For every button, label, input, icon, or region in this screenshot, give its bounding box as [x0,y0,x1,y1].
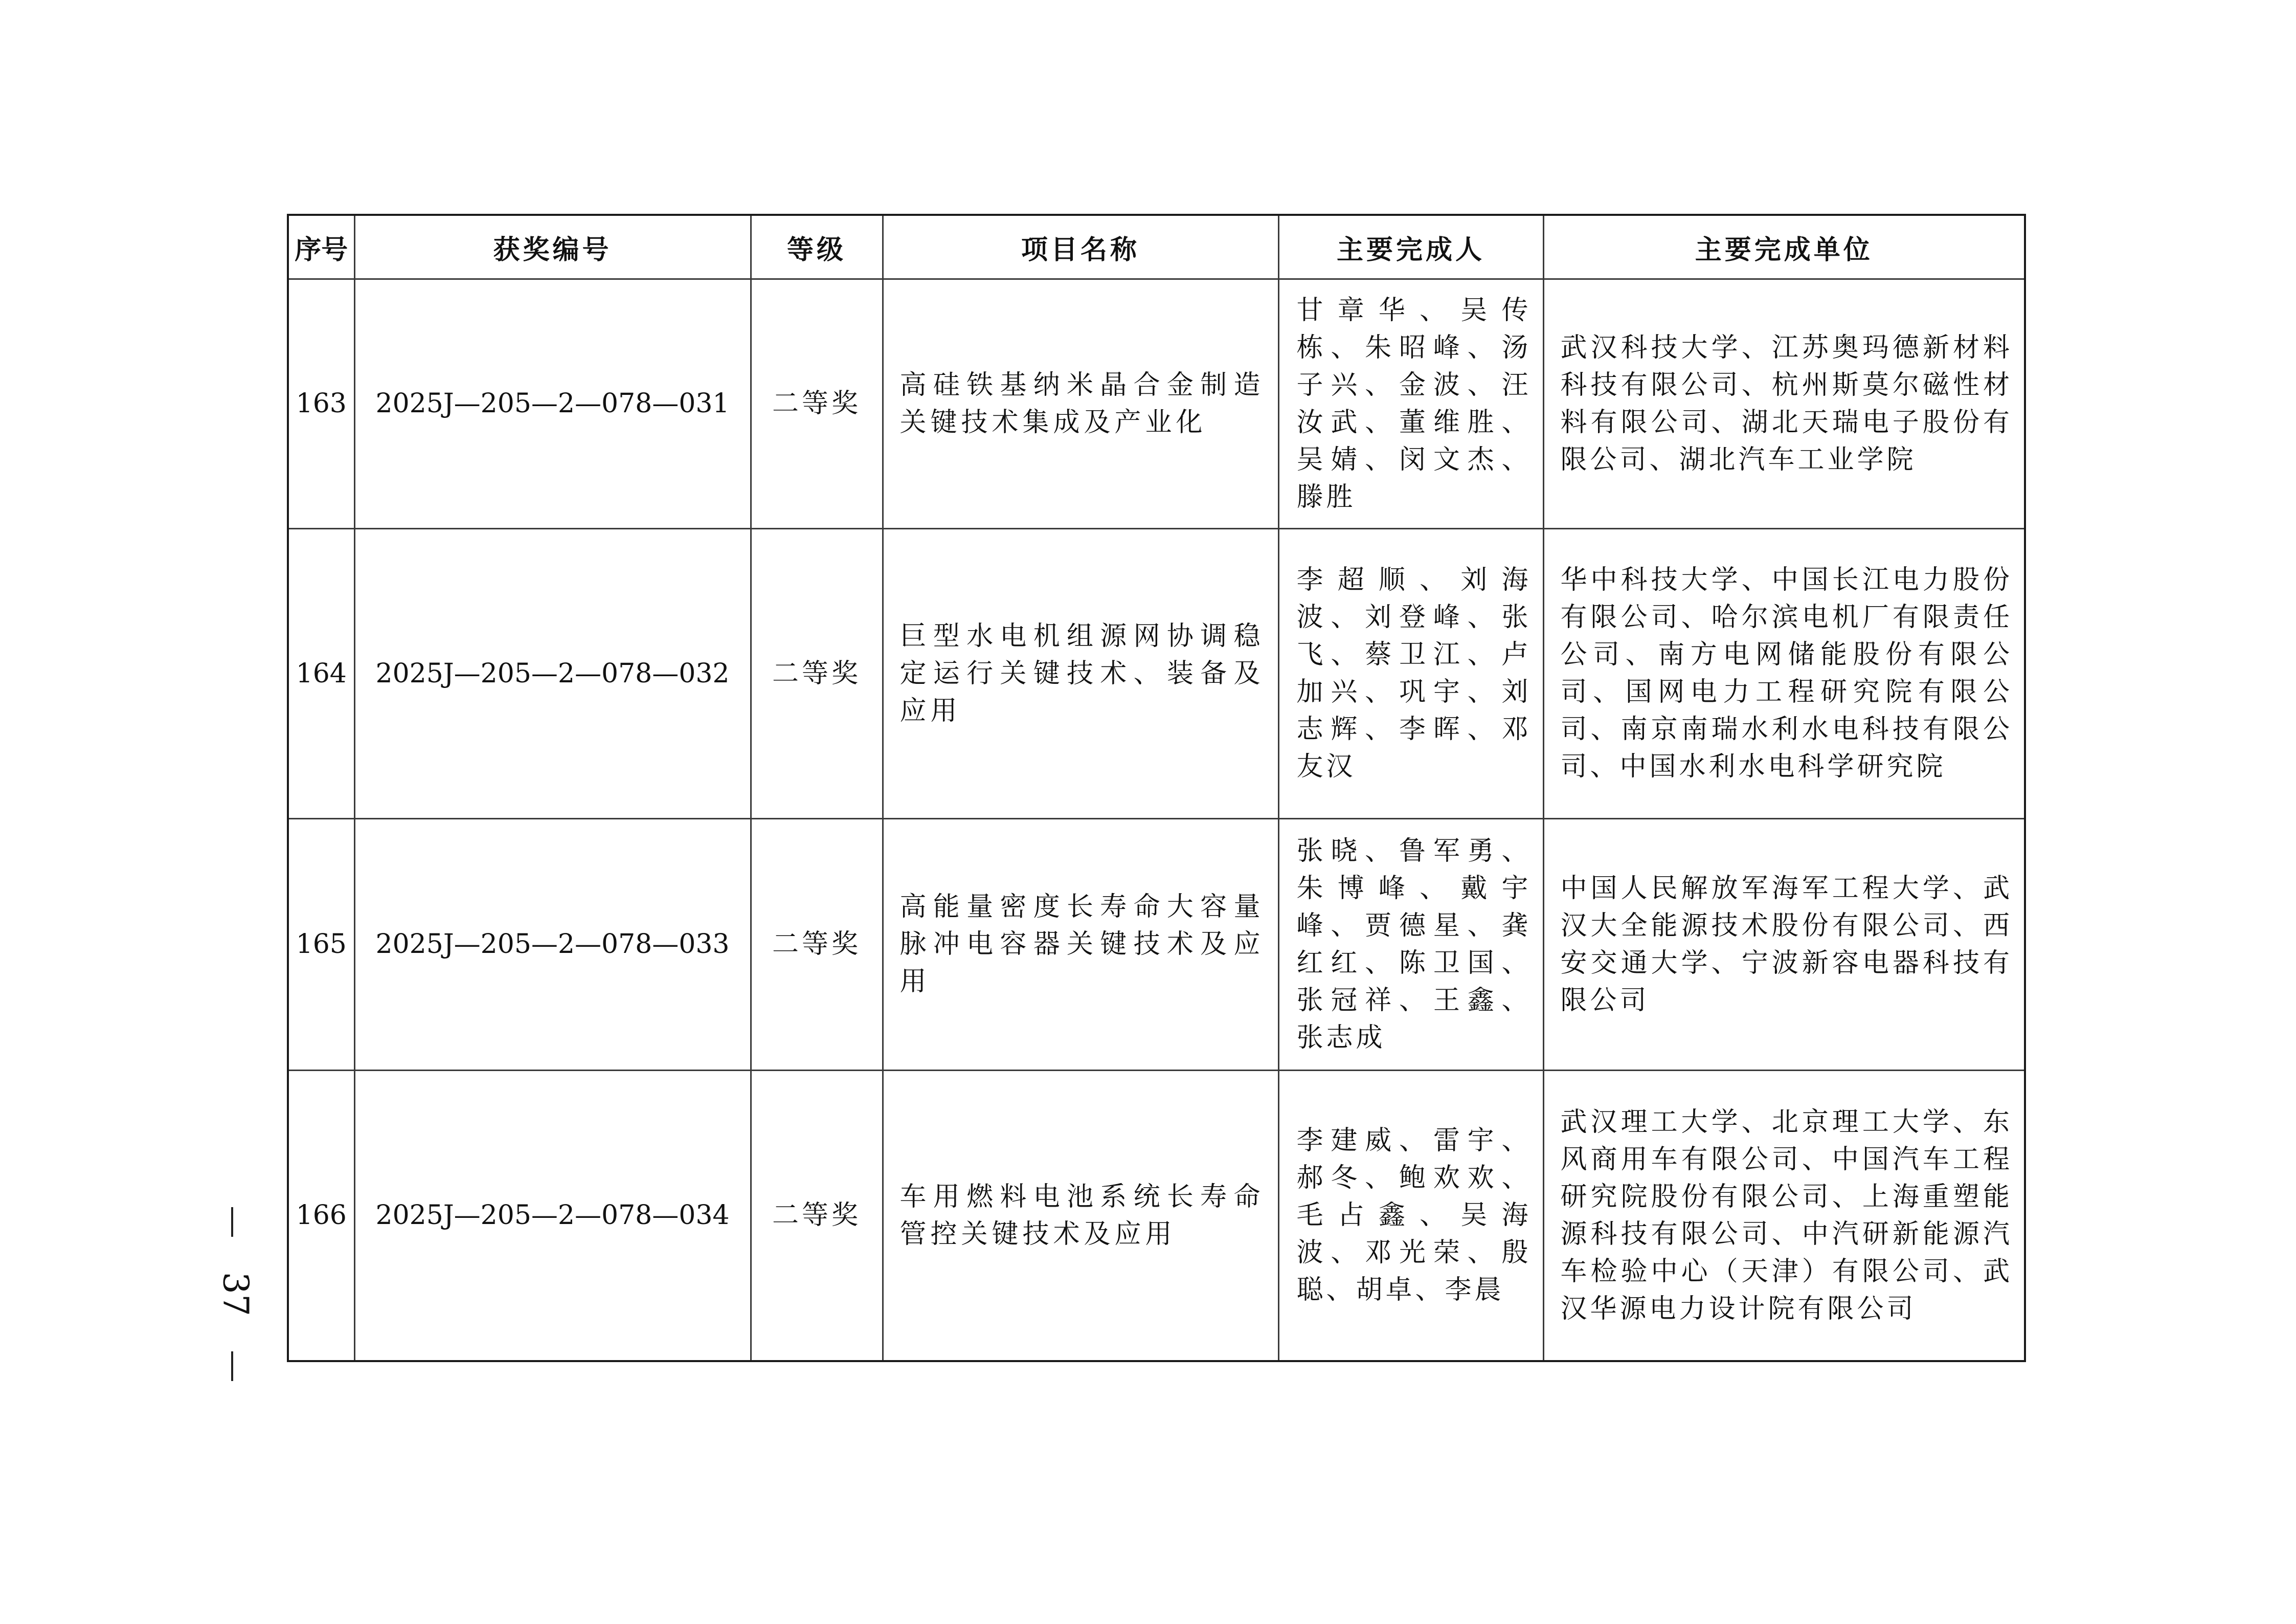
cell-award-code: 2025J—205—2—078—032 [354,529,751,819]
cell-index: 165 [288,819,354,1071]
cell-main-units: 华中科技大学、中国长江电力股份有限公司、哈尔滨电机厂有限责任公司、南方电网储能股份有限公司、国网电力工程研究院有限公司、南京南瑞水利水电科技有限公司、中国水利水电科学研究院 [1543,529,2025,819]
cell-award-code: 2025J—205—2—078—033 [354,819,751,1071]
page-number-dash-top [231,1207,233,1237]
cell-main-contributors: 张晓、鲁军勇、朱博峰、戴宇峰、贾德星、龚红红、陈卫国、张冠祥、王鑫、张志成 [1278,819,1543,1071]
cell-level: 二等奖 [751,529,883,819]
cell-award-code: 2025J—205—2—078—034 [354,1071,751,1362]
cell-index: 166 [288,1071,354,1362]
header-main-contributors: 主要完成人 [1278,215,1543,279]
cell-main-contributors: 李建威、雷宇、郝冬、鲍欢欢、毛占鑫、吴海波、邓光荣、殷聪、胡卓、李晨 [1278,1071,1543,1362]
awards-table [287,214,2026,1362]
cell-main-units: 中国人民解放军海军工程大学、武汉大全能源技术股份有限公司、西安交通大学、宁波新容电器科技有限公司 [1543,819,2025,1071]
page-number-dash-bottom [231,1351,233,1381]
cell-award-code: 2025J—205—2—078—031 [354,279,751,529]
header-project-name: 项目名称 [883,215,1278,279]
table-row [288,279,2025,529]
table-body [288,279,2025,1362]
cell-main-contributors: 李超顺、刘海波、刘登峰、张飞、蔡卫江、卢加兴、巩宇、刘志辉、李晖、邓友汉 [1278,529,1543,819]
page-number [184,1207,286,1381]
table-row [288,819,2025,1071]
cell-main-units: 武汉理工大学、北京理工大学、东风商用车有限公司、中国汽车工程研究院股份有限公司、上海重塑能源科技有限公司、中汽研新能源汽车检验中心（天津）有限公司、武汉华源电力设计院有限公司 [1543,1071,2025,1362]
cell-project-name: 高能量密度长寿命大容量脉冲电容器关键技术及应用 [883,819,1278,1071]
cell-project-name: 高硅铁基纳米晶合金制造关键技术集成及产业化 [883,279,1278,529]
cell-level: 二等奖 [751,279,883,529]
page-number-text: 37 [215,1272,256,1317]
cell-level: 二等奖 [751,819,883,1071]
header-award-code: 获奖编号 [354,215,751,279]
cell-index: 163 [288,279,354,529]
cell-project-name: 车用燃料电池系统长寿命管控关键技术及应用 [883,1071,1278,1362]
header-level: 等级 [751,215,883,279]
header-row [288,215,2025,279]
header-main-units: 主要完成单位 [1543,215,2025,279]
cell-project-name: 巨型水电机组源网协调稳定运行关键技术、装备及应用 [883,529,1278,819]
table-header [288,215,2025,279]
header-index: 序号 [288,215,354,279]
cell-main-contributors: 甘章华、吴传栋、朱昭峰、汤子兴、金波、汪汝武、董维胜、吴婧、闵文杰、滕胜 [1278,279,1543,529]
table-row [288,1071,2025,1362]
table-row [288,529,2025,819]
cell-main-units: 武汉科技大学、江苏奥玛德新材料科技有限公司、杭州斯莫尔磁性材料有限公司、湖北天瑞电子股份有限公司、湖北汽车工业学院 [1543,279,2025,529]
cell-level: 二等奖 [751,1071,883,1362]
cell-index: 164 [288,529,354,819]
